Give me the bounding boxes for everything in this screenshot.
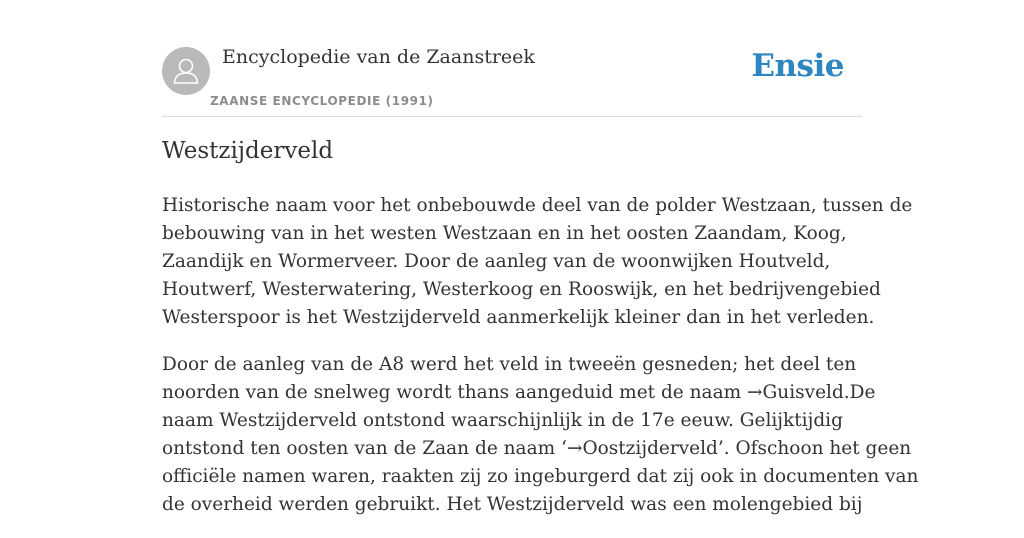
text-line: Houtwerf, Westerwatering, Westerkoog en Rooswijk, en het bedrijvengebied xyxy=(162,279,881,300)
text-fragment: .De xyxy=(843,382,876,403)
text-line: officiële namen waren, raakten zij zo ingeburgerd dat zij ook in documenten van xyxy=(162,466,919,487)
text-line: naam Westzijderveld ontstond waarschijnlijk in de 17e eeuw. Gelijktijdig xyxy=(162,410,843,431)
text-line: Door de aanleg van de A8 werd het veld in tweeën gesneden; het deel ten xyxy=(162,354,857,375)
text-line: Historische naam voor het onbebouwde deel van de polder Westzaan, tussen de xyxy=(162,195,913,216)
ensie-logo[interactable]: Ensie xyxy=(751,48,844,84)
article-body xyxy=(162,192,919,538)
text-line: Westerspoor is het Westzijderveld aanmerkelijk kleiner dan in het verleden. xyxy=(162,307,875,328)
text-line: de overheid werden gebruikt. Het Westzijderveld was een molengebied bij xyxy=(162,494,863,515)
article-paragraph xyxy=(162,351,919,519)
text-fragment: ontstond ten oosten van de Zaan de naam ‘ xyxy=(162,438,567,459)
text-fragment: noorden van de snelweg wordt thans aangeduid met de naam xyxy=(162,382,748,403)
source-header xyxy=(162,40,862,117)
source-title[interactable]: Encyclopedie van de Zaanstreek xyxy=(222,46,535,68)
text-line xyxy=(162,379,876,407)
text-line: bebouwing van in het westen Westzaan en in het oosten Zaandam, Koog, xyxy=(162,223,847,244)
user-placeholder-icon[interactable] xyxy=(162,47,210,95)
cross-reference-link[interactable]: →Guisveld xyxy=(747,382,844,403)
text-line xyxy=(162,435,912,463)
text-line: Zaandijk en Wormerveer. Door de aanleg van de woonwijken Houtveld, xyxy=(162,251,831,272)
article-title: Westzijderveld xyxy=(162,138,334,164)
source-subtitle: ZAANSE ENCYCLOPEDIE (1991) xyxy=(210,94,434,108)
article-paragraph xyxy=(162,192,913,332)
text-fragment: ’. Ofschoon het geen xyxy=(717,438,912,459)
cross-reference-link[interactable]: →Oostzijderveld xyxy=(566,438,718,459)
